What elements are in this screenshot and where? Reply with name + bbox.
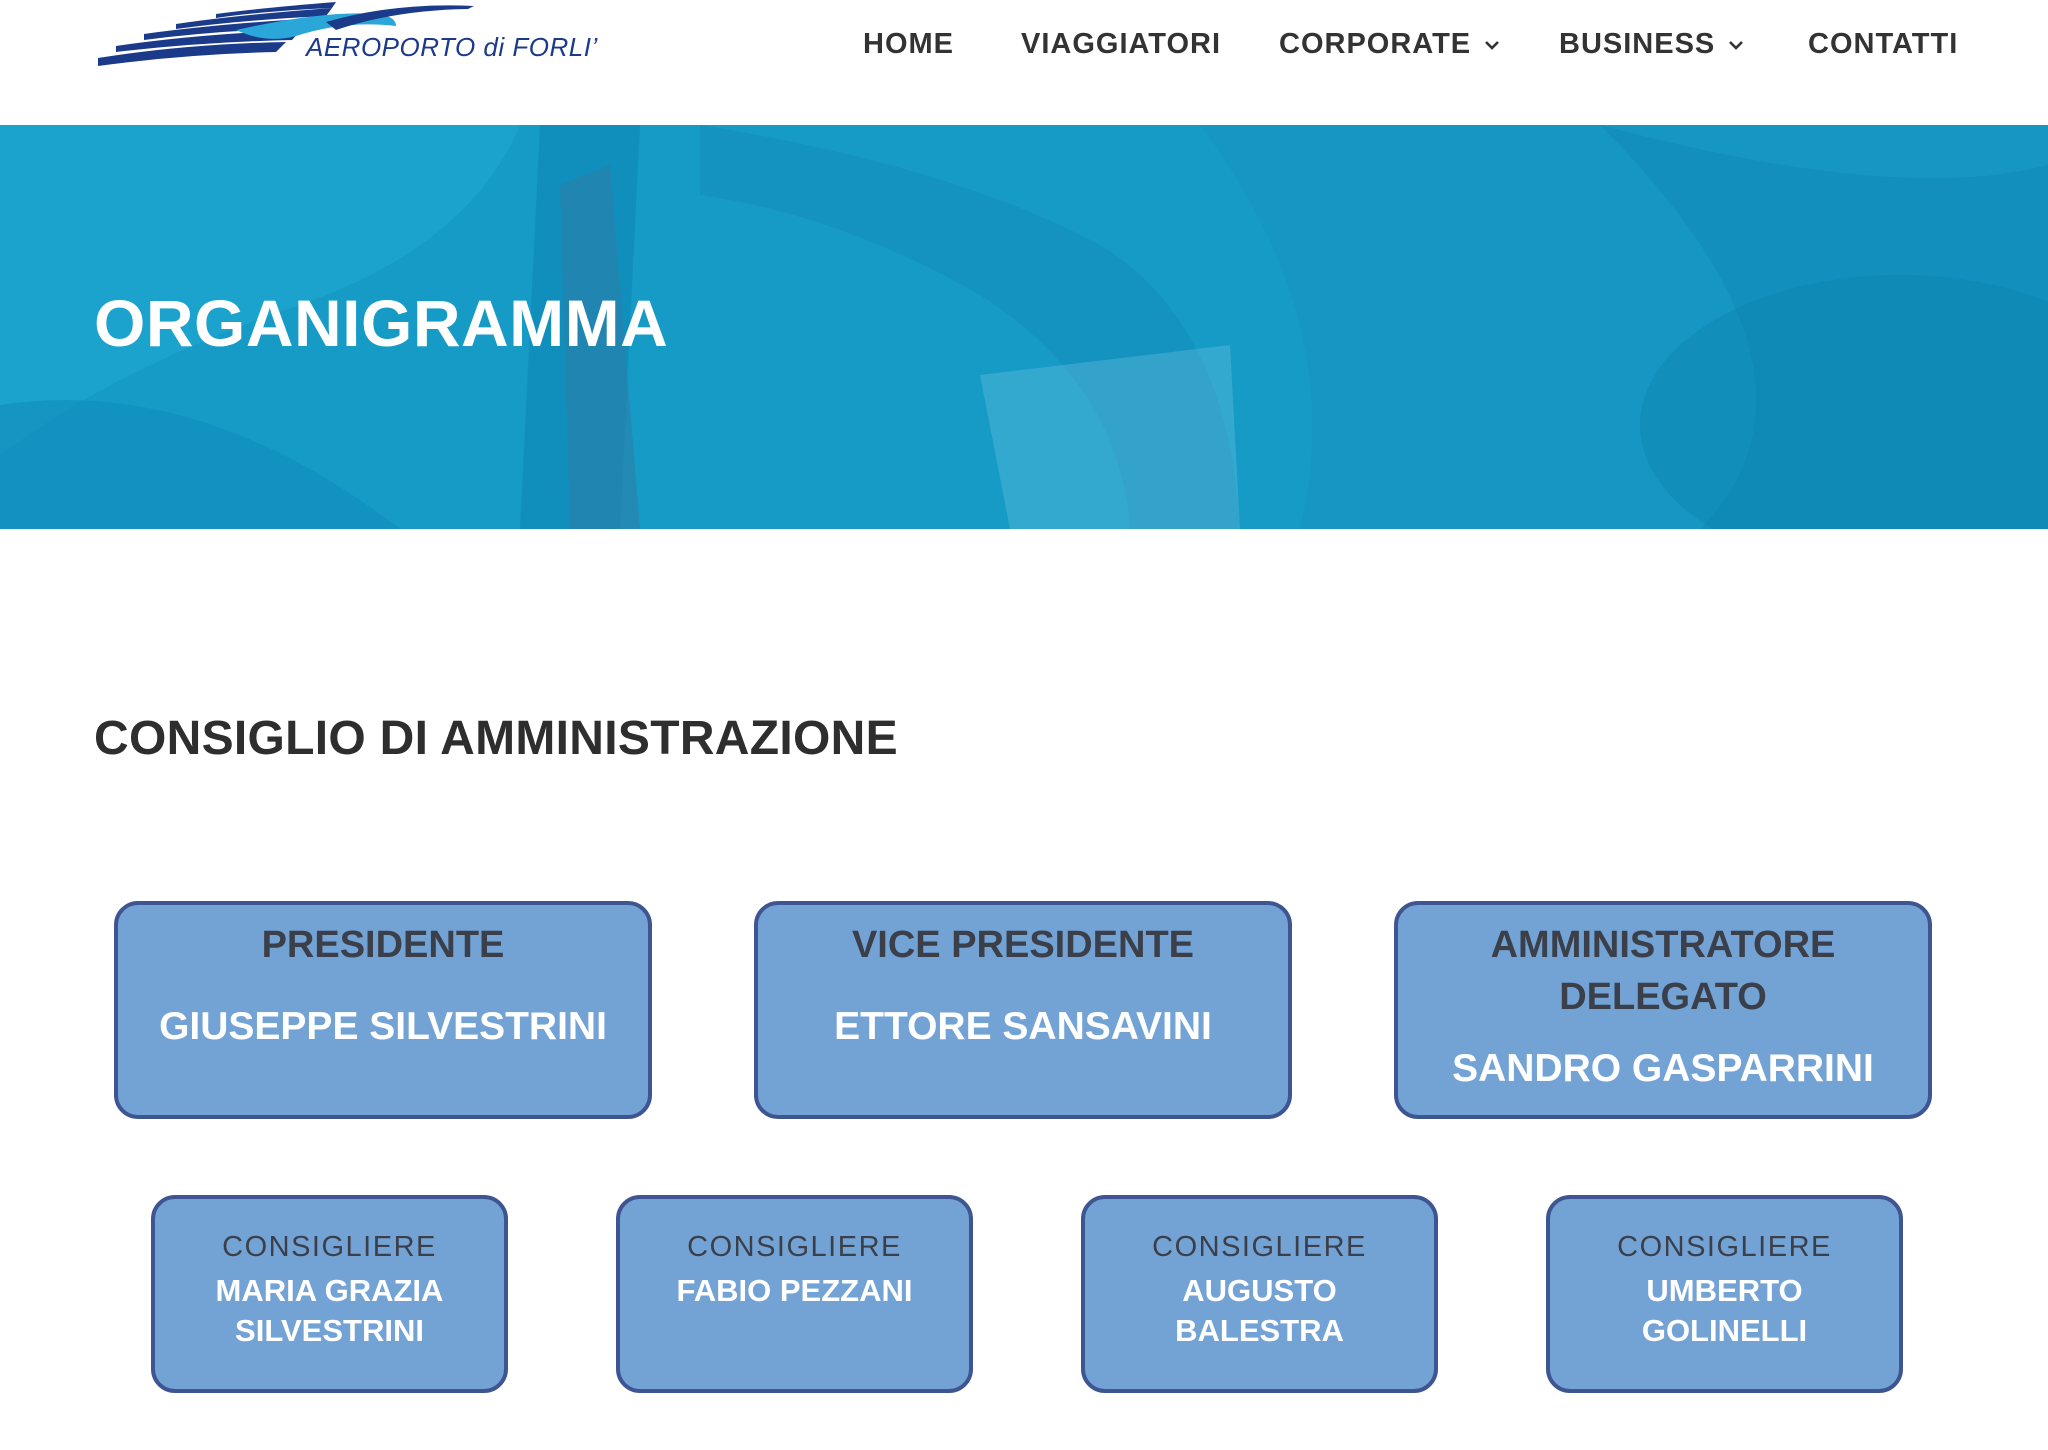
org-box-consigliere (1546, 1195, 1903, 1393)
org-role: PRESIDENTE (261, 924, 505, 966)
org-name: MARIA GRAZIA SILVESTRINI (215, 1273, 444, 1348)
org-name: AUGUSTO BALESTRA (1175, 1273, 1344, 1348)
org-name: FABIO PEZZANI (676, 1273, 913, 1308)
nav-viaggiatori[interactable] (1021, 28, 1221, 61)
nav-corporate[interactable] (1279, 28, 1501, 61)
org-role: CONSIGLIERE (222, 1231, 437, 1263)
org-box-consigliere (616, 1195, 973, 1393)
org-role: CONSIGLIERE (687, 1231, 902, 1263)
org-box-consigliere (151, 1195, 508, 1393)
nav-corporate-label: CORPORATE (1279, 28, 1472, 60)
nav-business-label: BUSINESS (1559, 28, 1716, 60)
nav-business[interactable] (1559, 28, 1745, 61)
logo-text: AEROPORTO di FORLI’ (306, 32, 598, 62)
org-role: CONSIGLIERE (1617, 1231, 1832, 1263)
nav-contatti-label: CONTATTI (1808, 28, 1959, 60)
chevron-down-icon (1727, 36, 1745, 54)
org-box-vice-presidente (754, 901, 1292, 1119)
org-box-consigliere (1081, 1195, 1438, 1393)
org-name: ETTORE SANSAVINI (834, 1005, 1212, 1048)
site-header (0, 0, 2048, 125)
org-name: UMBERTO GOLINELLI (1641, 1273, 1808, 1348)
nav-home-label: HOME (863, 28, 954, 60)
site-logo[interactable] (96, 0, 598, 80)
org-box-presidente (114, 901, 652, 1119)
org-role: AMMINISTRATORE DELEGATO (1490, 924, 1836, 1018)
org-name: GIUSEPPE SILVESTRINI (159, 1005, 607, 1048)
page-title: ORGANIGRAMMA (94, 286, 669, 360)
nav-contatti[interactable] (1808, 28, 1958, 61)
nav-viaggiatori-label: VIAGGIATORI (1021, 28, 1222, 60)
chevron-down-icon (1483, 36, 1501, 54)
section-title: CONSIGLIO DI AMMINISTRAZIONE (94, 712, 898, 765)
org-role: CONSIGLIERE (1152, 1231, 1367, 1263)
nav-home[interactable] (863, 28, 954, 61)
org-role: VICE PRESIDENTE (851, 924, 1195, 966)
hero-banner (0, 125, 2048, 529)
org-box-amministratore-delegato (1394, 901, 1932, 1119)
org-name: SANDRO GASPARRINI (1452, 1047, 1874, 1090)
